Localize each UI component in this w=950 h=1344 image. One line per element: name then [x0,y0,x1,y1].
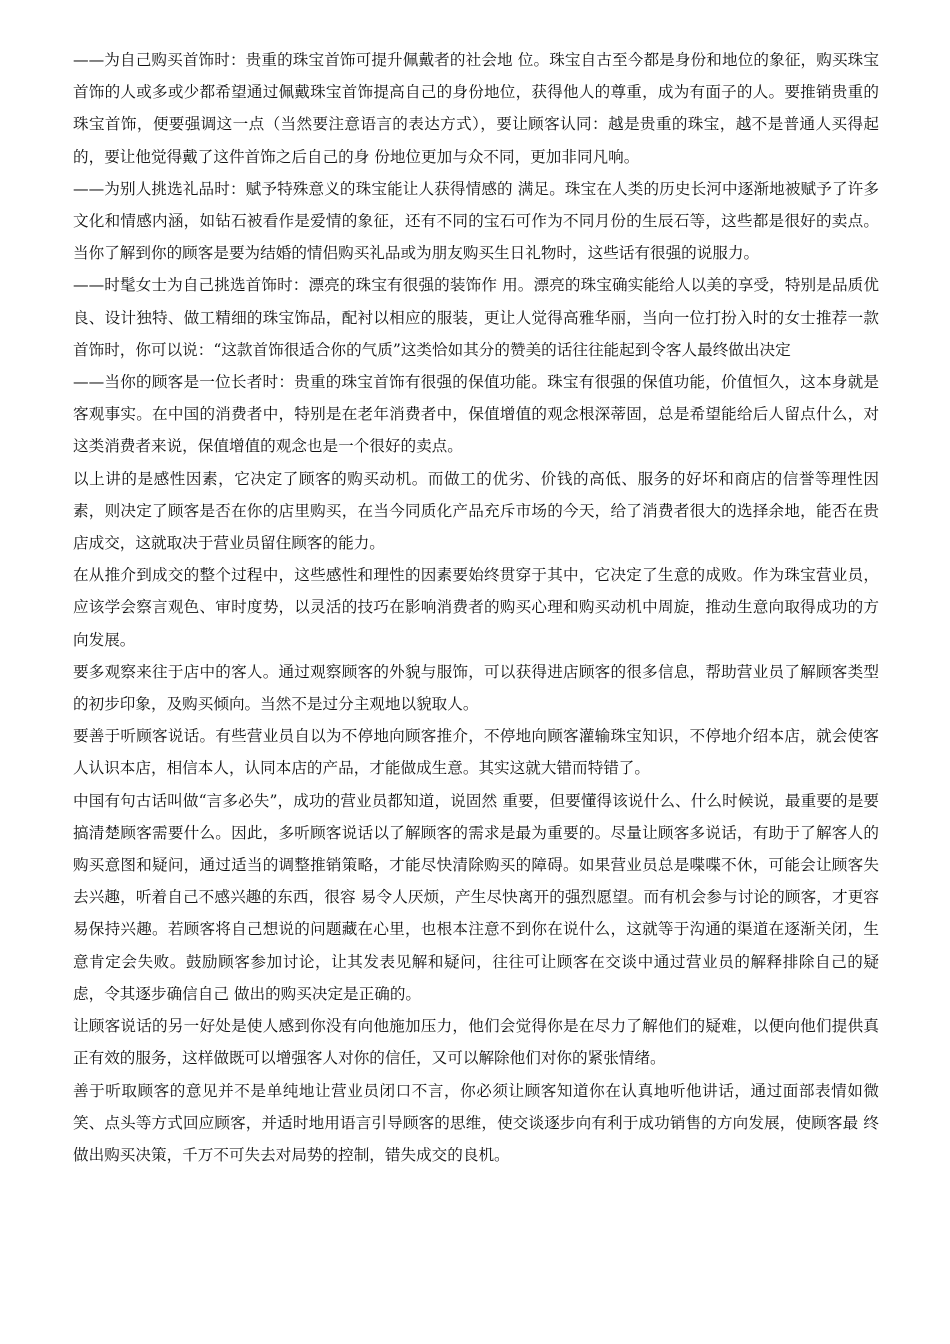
paragraph-elder-customer: ——当你的顾客是一位长者时：贵重的珠宝首饰有很强的保值功能。珠宝有很强的保值功能，价值恒久，这本身就是客观事实。在中国的消费者中，特别是在老年消费者中，保值增值的观念根深蒂固，总是希望能给后人留点什么，对这类消费者来说，保值增值的观念也是一个很好的卖点。 [73,373,879,456]
paragraph-listen-customers: 要善于听顾客说话。有些营业员自以为不停地向顾客推介，不停地向顾客灌输珠宝知识，不停地介绍本店，就会使客人认识本店，相信本人，认同本店的产品，才能做成生意。其实这就大错而特错了。 [73,727,879,778]
paragraph-proverb: 中国有句古话叫做“言多必失”，成功的营业员都知道，说固然 重要，但要懂得该说什么、什么时候说，最重要的是要搞清楚顾客需要什么。因此，多听顾客说话以了解顾客的需求是最为重要的。尽量让顾客多说话，有助于了解客人的购买意图和疑问，通过适当的调整推销策略，才能尽快清除购买的障碍。如果营业员总是喋喋不休，可能会让顾客失去兴趣，听着自己不感兴趣的东西，很容 易令人厌烦，产生尽快离开的强烈愿望。而有机会参与讨论的顾客，才更容易保持兴趣。若顾客将自己想说的问题藏在心里，也根本注意不到你在说什么，这就等于沟通的渠道在逐渐关闭，生意肯定会失败。鼓励顾客参加讨论，让其发表见解和疑问，往往可让顾客在交谈中通过营业员的解释排除自己的疑虑，令其逐步确信自己 做出的购买决定是正确的。 [73,791,879,1003]
paragraph-no-pressure: 让顾客说话的另一好处是使人感到你没有向他施加压力，他们会觉得你是在尽力了解他们的疑难，以便向他们提供真正有效的服务，这样做既可以增强客人对你的信任，又可以解除他们对你的紧张情绪。 [73,1017,879,1068]
paragraph-listening-skills: 善于听取顾客的意见并不是单纯地让营业员闭口不言，你必须让顾客知道你在认真地听他讲话，通过面部表情如微笑、点头等方式回应顾客，并适时地用语言引导顾客的思维，使交谈逐步向有利于成功销售的方向发展，使顾客最 终做出购买决策，千万不可失去对局势的控制，错失成交的良机。 [73,1081,879,1164]
paragraph-observe-customers: 要多观察来往于店中的客人。通过观察顾客的外貌与服饰，可以获得进店顾客的很多信息，帮助营业员了解顾客类型的初步印象，及购买倾向。当然不是过分主观地以貌取人。 [73,662,879,714]
paragraph-self-purchase: ——为自己购买首饰时：贵重的珠宝首饰可提升佩戴者的社会地 位。珠宝自古至今都是身份和地位的象征，购买珠宝首饰的人或多或少都希望通过佩戴珠宝首饰提高自己的身份地位，获得他人的尊重，成为有面子的人。要推销贵重的珠宝首饰，便要强调这一点（当然要注意语言的表达方式），要让顾客认同：越是贵重的珠宝，越不是普通人买得起的，要让他觉得戴了这件首饰之后自己的身 份地位更加与众不同，更加非同凡响。 [73,51,879,166]
paragraph-sales-process: 在从推介到成交的整个过程中，这些感性和理性的因素要始终贯穿于其中，它决定了生意的成败。作为珠宝营业员，应该学会察言观色、审时度势，以灵活的技巧在影响消费者的购买心理和购买动机中周旋，推动生意向取得成功的方向发展。 [73,566,879,649]
paragraph-fashionable-lady: ——时髦女士为自己挑选首饰时：漂亮的珠宝有很强的装饰作 用。漂亮的珠宝确实能给人以美的享受，特别是品质优良、设计独特、做工精细的珠宝饰品，配衬以相应的服装，更让人觉得高雅华丽，当向一位打扮入时的女士推荐一款首饰时，你可以说：“这款首饰很适合你的气质”这类恰如其分的赞美的话往往能起到令客人最终做出决定 [73,276,879,359]
document-page [73,44,879,1171]
paragraph-rational-factors: 以上讲的是感性因素，它决定了顾客的购买动机。而做工的优劣、价钱的高低、服务的好坏和商店的信誉等理性因素，则决定了顾客是否在你的店里购买，在当今同质化产品充斥市场的今天，给了消费者很大的选择余地，能否在贵店成交，这就取决于营业员留住顾客的能力。 [73,469,879,553]
paragraph-gift-purchase: ——为别人挑选礼品时：赋予特殊意义的珠宝能让人获得情感的 满足。珠宝在人类的历史长河中逐渐地被赋予了许多文化和情感内涵，如钻石被看作是爱情的象征，还有不同的宝石可作为不同月份的生辰石等，这些都是很好的卖点。当你了解到你的顾客是要为结婚的情侣购买礼品或为朋友购买生日礼物时，这些话有很强的说服力。 [73,179,879,263]
